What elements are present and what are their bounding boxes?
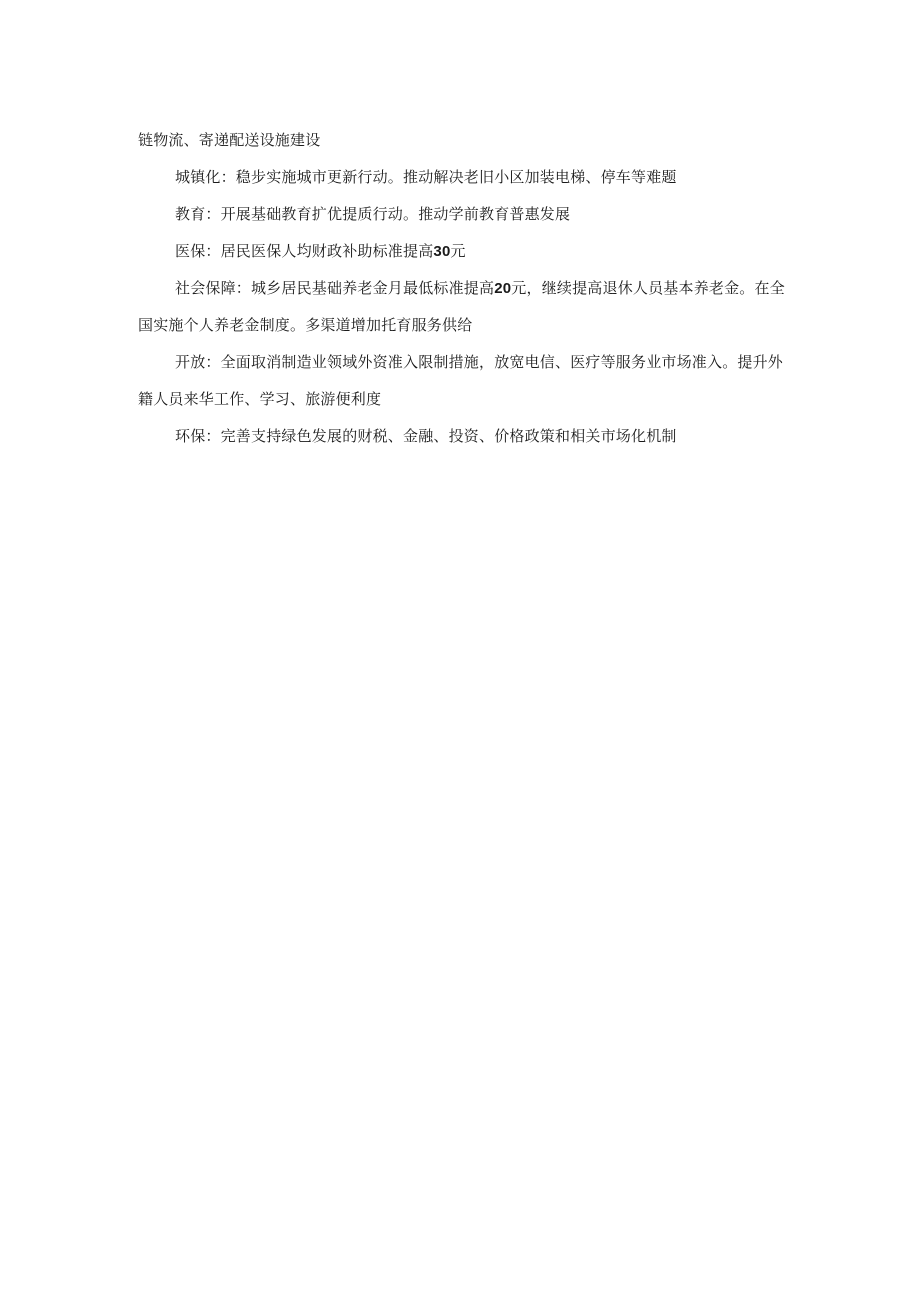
paragraph-education: 教育：开展基础教育扩优提质行动。推动学前教育普惠发展 bbox=[175, 205, 571, 223]
paragraph-continuation: 链物流、寄递配送设施建设 bbox=[138, 131, 321, 149]
paragraph-opening: 开放：全面取消制造业领域外资准入限制措施，放宽电信、医疗等服务业市场准入。提升外籍人员来华工作、学习、旅游便利度 bbox=[138, 353, 784, 408]
medical-number: 30 bbox=[433, 243, 451, 260]
document-body bbox=[138, 122, 788, 455]
social-text: 社会保障：城乡居民基础养老金月最低标准提高 bbox=[175, 279, 495, 297]
paragraph-environment: 环保：完善支持绿色发展的财税、金融、投资、价格政策和相关市场化机制 bbox=[175, 427, 677, 445]
medical-unit: 元 bbox=[450, 242, 466, 260]
social-number: 20 bbox=[494, 280, 512, 297]
paragraph-social-security bbox=[138, 270, 788, 344]
paragraph-urbanization: 城镇化：稳步实施城市更新行动。推动解决老旧小区加装电梯、停车等难题 bbox=[175, 168, 677, 186]
social-text-continued: 元，继续提高退休人员基本养老金。在全国实施个人养老金制度。多渠道增加托育服务供给 bbox=[138, 279, 785, 334]
paragraph-medical bbox=[138, 233, 788, 270]
medical-text: 医保：居民医保人均财政补助标准提高 bbox=[175, 242, 434, 260]
